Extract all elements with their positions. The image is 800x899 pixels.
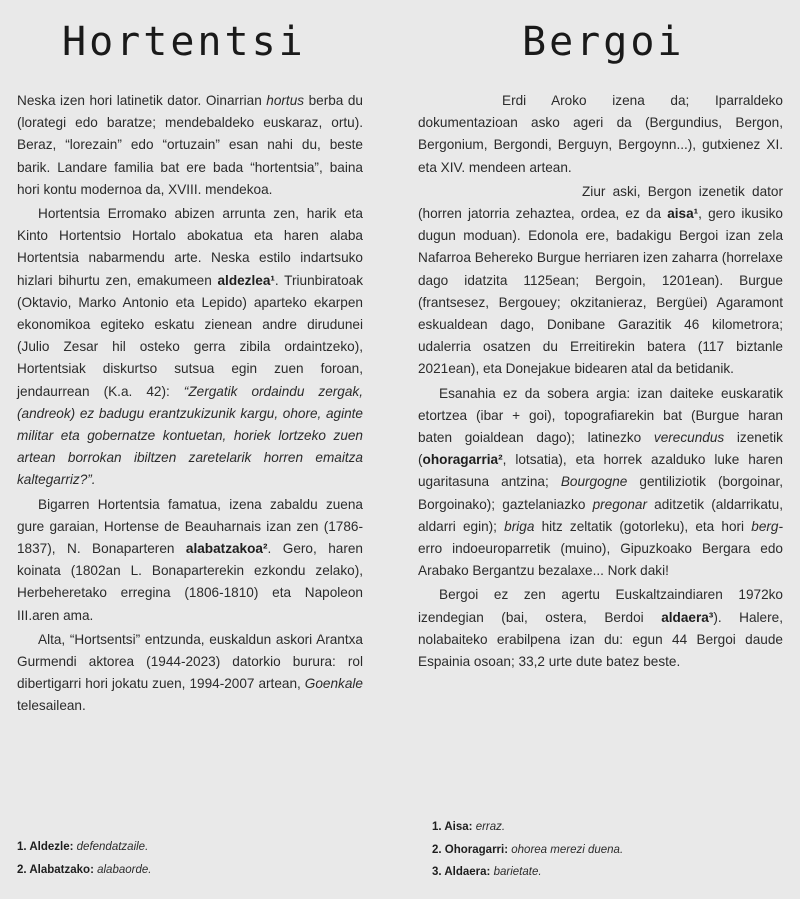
footnote-term: 1. Aisa: [432,821,473,833]
text-span: berba du (lorategi edo baratze; mendebaldeko euskaraz, ortu). Beraz, “lorezain” edo “ortuzain” esan nahi du, beste barik. Landare familia bat ere bada “hortentsia”, baina hori kontu modernoa da, XVIII. mendekoa. [17,93,363,197]
footnote [432,816,762,839]
italic-span: “Zergatik ordaindu zergak, (andreok) ez badugu erantzukizunik kargu, ohore, aginte militar eta gobernatze kontuetan, horiek lortzeko zuen artean borrokan ibiltzen zaretelarik horren emaitza kaltegarriz?”. [17,383,363,488]
right-paragraph-3 [418,383,783,583]
italic-span: verecundus [653,430,725,446]
footnote [17,859,347,882]
footnote-definition: ohorea merezi duena. [511,843,624,856]
text-span: erro indoeuroparretik (muino), Gipuzkoako Bergara edo Arabako Bergantzu bezalaxe... Nork daki! [418,541,783,579]
footnote-definition: barietate. [493,866,542,878]
left-footnotes [17,836,347,881]
right-footnotes [432,816,762,884]
text-span: , gero ikusiko dugun moduan). Edonola ere, badakigu Bergoi izan zela Nafarroa Behereko Burgue herriaren izen zaharra (horrelaxe dago idatzita 1125ean; Bergoin, 1201ean). Burgue (frantsesez, Bergouey; okzitanieraz, Bergüei) Agaramont eskualdean dago, Donibane Garazitik 46 kilometrora; udalerria osatzen du Erreitirekin batera (117 biztanle 2021ean), eta Donejakue bidearen atal da betidanik. [418,206,783,377]
glossary-term: aldaera³ [661,609,714,625]
text-span: . Gero, haren koinata (1802an L. Bonaparterekin ezkondu zelako), Herbeheretako erregina (1806-1810) eta Napoleon III.aren ama. [17,541,363,623]
left-body [17,90,363,720]
footnote [17,836,347,859]
right-title: Bergoi [522,19,685,65]
text-span: aditzetik (aldarrikatu, aldarri egin); [418,496,783,534]
footnote [432,839,762,862]
left-paragraph-4 [17,629,363,718]
text-span: Bergoi ez zen agertu Euskaltzaindiaren 1972ko izendegian (bai, ostera, Berdoi [418,587,783,625]
footnote-term: 1. Aldezle: [17,841,74,853]
italic-span: hortus [266,93,305,108]
italic-span: berg- [751,518,783,534]
text-span: izenetik ( [418,430,783,468]
footnote [432,861,762,884]
footnote-term: 3. Aldaera: [432,866,491,878]
italic-span: Goenkale [304,676,363,692]
right-paragraph-1 [418,90,783,179]
right-paragraph-4 [418,584,783,673]
italic-span: Bourgogne [560,474,628,490]
text-span: telesailean. [17,698,86,714]
italic-span: pregonar [592,496,647,512]
text-span: . Triunbiratoak (Oktavio, Marko Antonio eta Lepido) aparteko ekarpen ekonomikoa egiteko eskatu zienean andre dirudunei (Julio Zesar hil osteko gerra zibila ordaintzeko), Hortentsiak diskurtso sutsua egin zuen foroan, jendaurrean (K.a. 42): [17,272,363,399]
left-title: Hortentsi [62,19,306,65]
glossary-term: aldezlea¹ [217,272,275,288]
text-span: Erdi Aroko izena da; Iparraldeko dokumentazioan asko ageri da (Bergundius, Bergon, Bergonium, Bergondi, Berguyn, Bergoynn...), gutxienez XI. eta XIV. mendeen artean. [418,93,783,175]
footnote-definition: alabaorde. [97,863,152,876]
text-span: Alta, “Hortsentsi” entzunda, euskaldun askori Arantxa Gurmendi aktorea (1944-2023) datorkio burura: rol dibertigarri hori jokatu zuen, 1994-2007 artean, [17,631,363,692]
text-span: hitz zeltatik (gotorleku), eta hori [534,518,752,534]
text-span: Esanahia ez da sobera argia: izan daiteke euskaratik etortzea (ibar + goi), topografiarekin bat (Burgue haran baten goialdean dago); latinezko [418,385,783,446]
text-span: gentiliziotik (borgoinar, Borgoinako); gaztelaniazko [418,474,783,512]
footnote-term: 2. Ohoragarri: [432,843,509,856]
right-paragraph-2 [418,181,783,381]
footnote-term: 2. Alabatzako: [17,863,94,876]
footnote-definition: defendatzaile. [76,841,149,853]
glossary-term: aisa¹ [667,206,699,222]
glossary-term: alabatzakoa² [185,541,268,557]
italic-span: briga [504,518,535,534]
left-paragraph-3 [17,494,363,627]
right-body [418,90,783,675]
text-span: Ziur aski, Bergon izenetik dator (horren jatorria zehaztea, ordea, ez da [418,183,783,222]
text-span: Neska izen hori latinetik dator. Oinarrian [17,93,267,108]
text-span: ). Halere, nolabaiteko erabilpena izan du: egun 44 Bergoi daude Espainia osoan; 33,2 urte dute batez beste. [418,609,783,670]
glossary-term: ohoragarria² [422,452,503,468]
left-paragraph-2 [17,203,363,492]
left-paragraph-1 [17,90,363,201]
text-span: Bigarren Hortentsia famatua, izena zabaldu zuena gure garaian, Hortense de Beauharnais izan zen (1786-1837), N. Bonaparteren [17,496,363,557]
text-span: , lotsatia), eta horrek azalduko luke haren ugaritasuna antzina; [418,452,783,490]
footnote-definition: erraz. [475,821,506,833]
text-span: Hortentsia Erromako abizen arrunta zen, harik eta Kinto Hortentsio Hortalo abokatua eta haren alaba Hortentsia nabarmendu arte. Neska estilo indartsuko hizlari bihurtu zen, emakumeen [17,206,363,288]
